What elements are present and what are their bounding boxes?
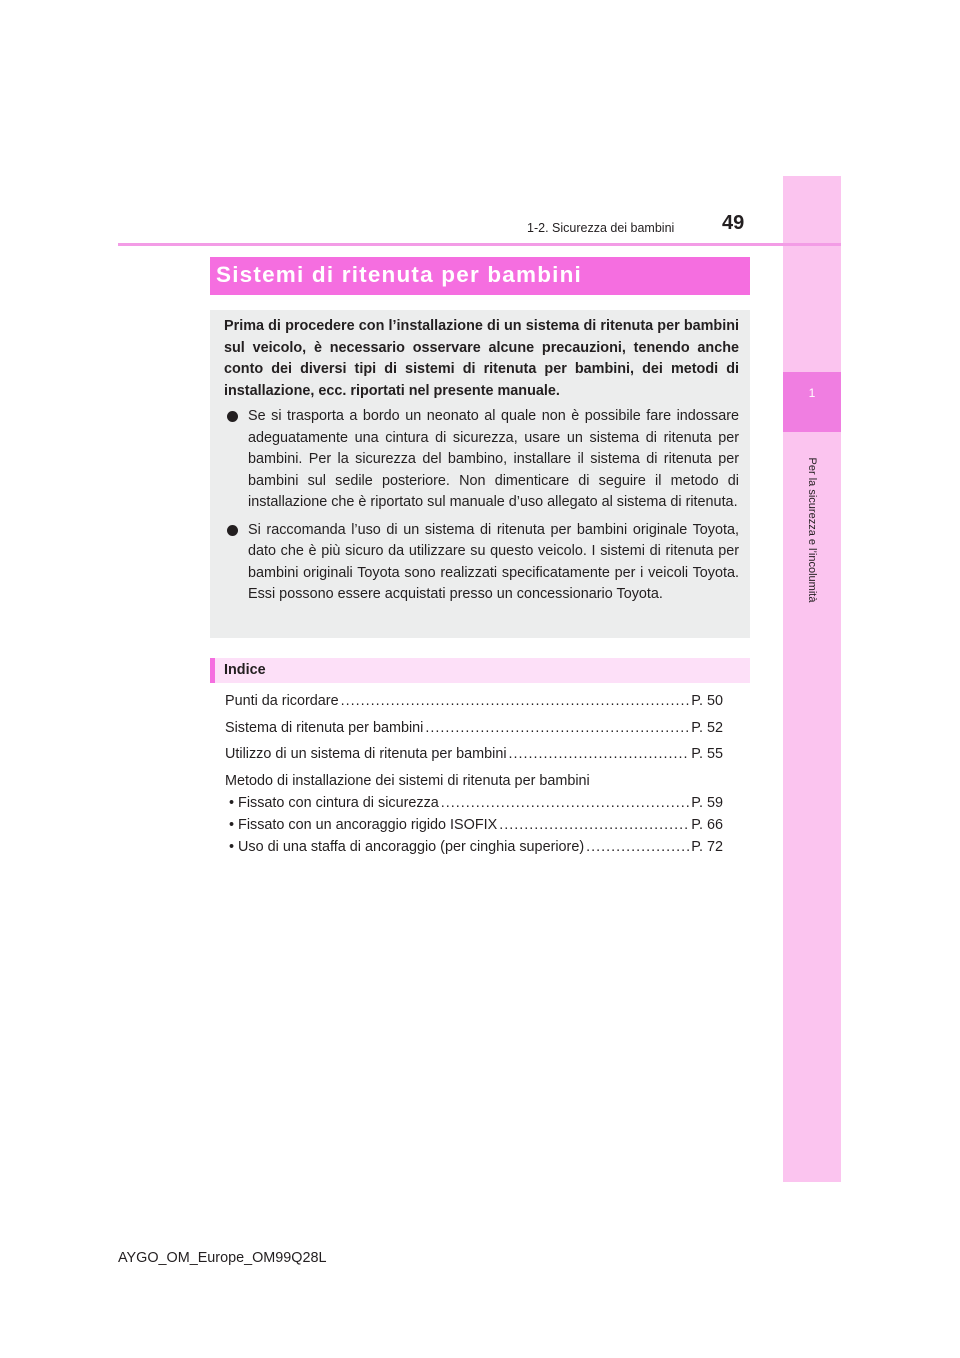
toc-entry[interactable]	[225, 690, 723, 712]
toc-sub-entry-page: P. 59	[691, 794, 723, 811]
toc-entry-label: Sistema di ritenuta per bambini	[225, 719, 424, 736]
toc-sub-entry-page: P. 66	[691, 816, 723, 833]
section-reference: 1-2. Sicurezza dei bambini	[527, 221, 675, 235]
chapter-side-tab	[783, 176, 841, 1182]
intro-text: Prima di procedere con l’installazione di un sistema di ritenuta per bambini sul veicolo, è necessario osservare alcune precauzioni, tenendo anche conto dei diversi tipi di sistemi di ritenuta per bambini, dei metodi di installazione, ecc. riportati nel presente manuale.	[224, 318, 739, 399]
index-header-accent	[210, 658, 215, 683]
document-footer: AYGO_OM_Europe_OM99Q28L	[118, 1250, 327, 1266]
toc-leader-dots	[499, 814, 689, 836]
toc-leader-dots	[509, 743, 690, 765]
toc-leader-dots	[425, 717, 689, 739]
toc-entry-page: P. 52	[691, 719, 723, 736]
toc-entry-label: Utilizzo di un sistema di ritenuta per bambini	[225, 746, 507, 762]
index-header	[210, 658, 750, 683]
intro-bullet-text: Si raccomanda l’uso di un sistema di ritenuta per bambini originale Toyota, dato che è più sicuro da utilizzare su questo veicolo. I sistemi di ritenuta per bambini originali Toyota sono realizzati specificatamente per i veicoli Toyota. Essi possono essere acquistati presso un concessionario Toyota.	[248, 521, 739, 602]
toc-sub-entry[interactable]	[225, 814, 723, 836]
intro-bullet	[224, 406, 739, 514]
toc-group-label: Metodo di installazione dei sistemi di ritenuta per bambini	[225, 772, 590, 789]
intro-bullet	[224, 520, 739, 606]
toc-sub-entry-page: P. 72	[691, 838, 723, 855]
intro-box	[210, 310, 750, 638]
page-number: 49	[722, 212, 745, 234]
toc-sub-entry-label: • Fissato con un ancoraggio rigido ISOFIX	[229, 816, 498, 833]
bullet-dot-icon	[227, 411, 238, 422]
toc-leader-dots	[341, 690, 690, 712]
chapter-side-tab-active[interactable]	[783, 372, 841, 432]
toc-group-heading	[225, 770, 723, 792]
chapter-label: Per la sicurezza e l’incolumità	[806, 457, 818, 603]
toc-sub-entry[interactable]	[225, 792, 723, 814]
toc-leader-dots	[441, 792, 689, 814]
toc-leader-dots	[586, 836, 689, 858]
page-title-bar	[210, 257, 750, 295]
table-of-contents	[225, 690, 723, 858]
toc-entry-page: P. 55	[691, 746, 723, 762]
chapter-number: 1	[808, 386, 816, 400]
toc-entry-label: Punti da ricordare	[225, 693, 339, 709]
intro-bullet-text: Se si trasporta a bordo un neonato al quale non è possibile fare indossare adeguatamente una cintura di sicurezza, usare un sistema di ritenuta per bambini. Per la sicurezza del bambino, installare il sistema di ritenuta per bambini sul sedile posteriore. Non dimenticare di seguire il metodo di installazione che è riportato sul manuale d’uso allegato al sistema di ritenuta.	[248, 408, 739, 510]
toc-entry-page: P. 50	[691, 693, 723, 709]
toc-sub-entry-label: • Uso di una staffa di ancoraggio (per cinghia superiore)	[229, 838, 585, 855]
header-rule	[118, 243, 841, 246]
toc-entry[interactable]	[225, 717, 723, 739]
toc-sub-entry-label: • Fissato con cintura di sicurezza	[229, 794, 439, 811]
page-title: Sistemi di ritenuta per bambini	[216, 262, 583, 287]
toc-sub-entry[interactable]	[225, 836, 723, 858]
toc-entry[interactable]	[225, 743, 723, 765]
bullet-dot-icon	[227, 525, 238, 536]
index-heading: Indice	[224, 662, 266, 678]
